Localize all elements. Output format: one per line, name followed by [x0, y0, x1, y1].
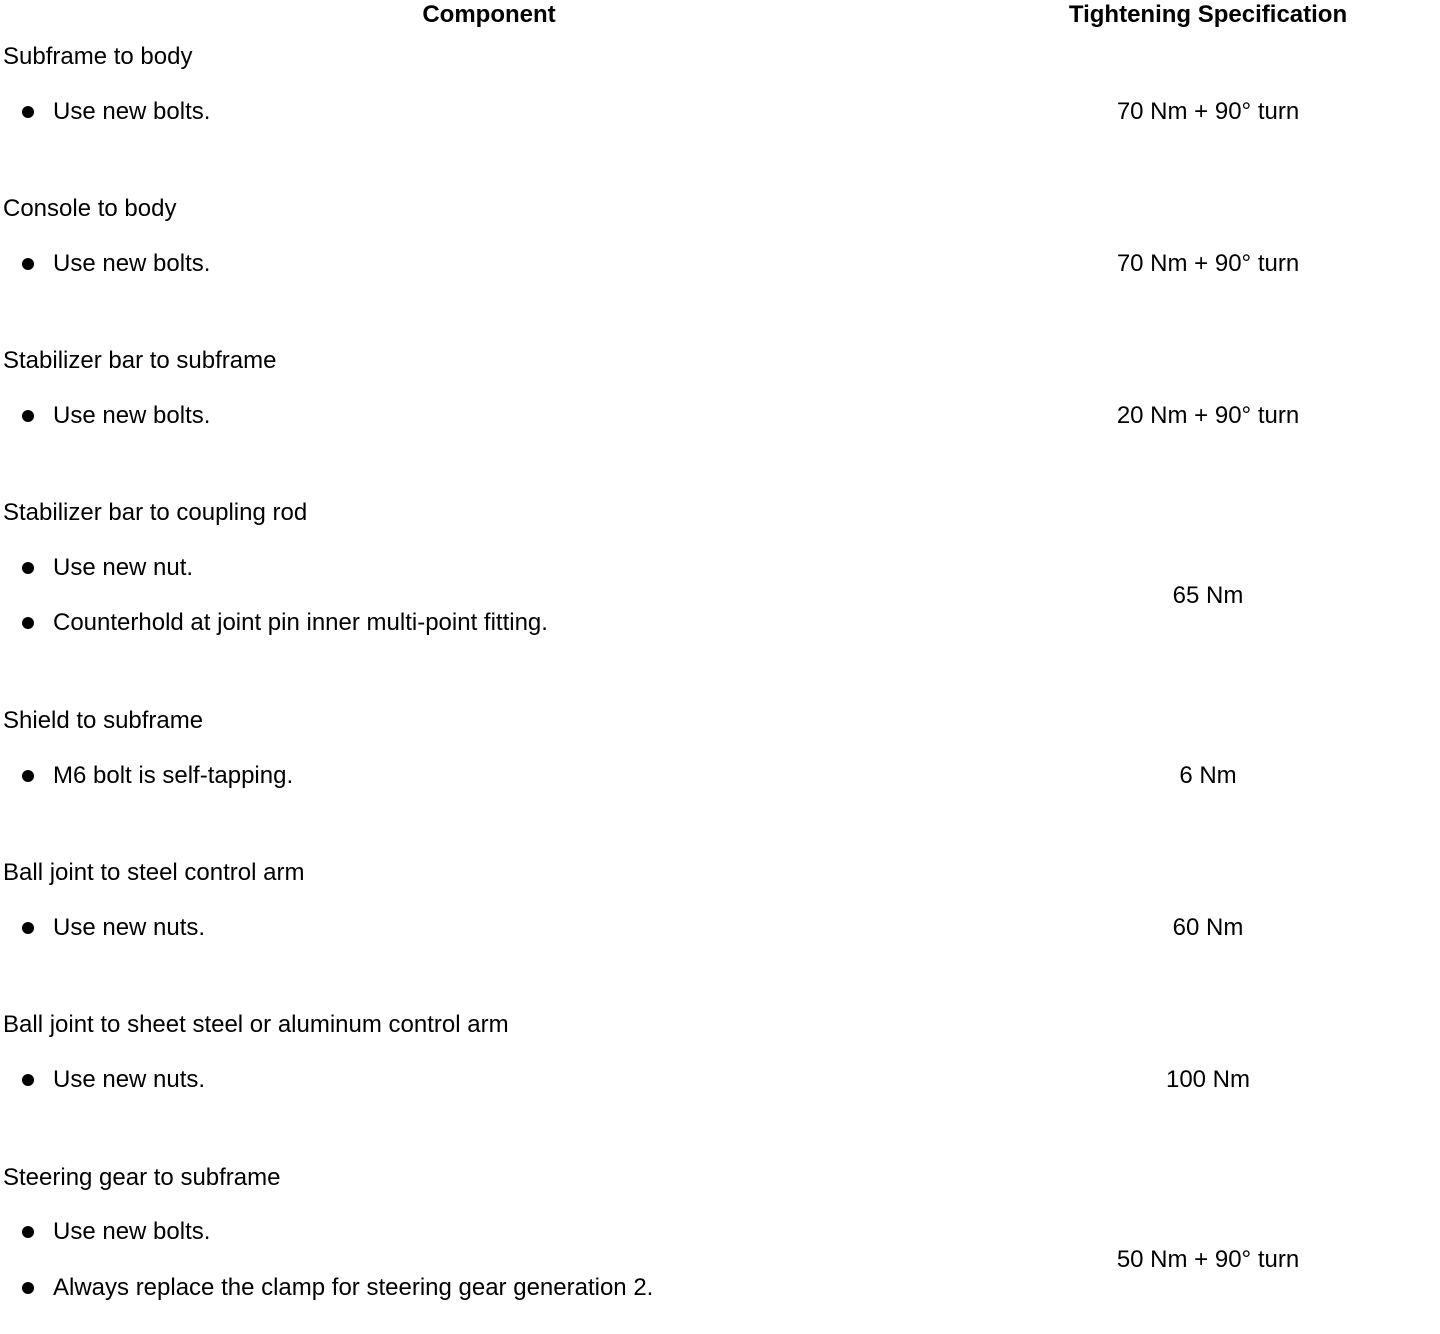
- component-name: Console to body: [3, 195, 177, 222]
- bullet-icon: [22, 770, 34, 782]
- tightening-spec: 50 Nm + 90° turn: [1116, 1246, 1300, 1273]
- tightening-spec: 100 Nm: [1165, 1066, 1251, 1093]
- tightening-spec: 70 Nm + 90° turn: [1116, 98, 1300, 125]
- bullet-icon: [22, 106, 34, 118]
- tightening-spec: 20 Nm + 90° turn: [1116, 402, 1300, 429]
- tightening-spec: 6 Nm: [1179, 762, 1237, 789]
- note-text: Use new bolts.: [53, 402, 211, 429]
- note-text: M6 bolt is self-tapping.: [53, 762, 294, 789]
- component-name: Ball joint to sheet steel or aluminum control arm: [3, 1011, 509, 1038]
- note-text: Use new nuts.: [53, 914, 206, 941]
- note-text: Use new nuts.: [53, 1066, 206, 1093]
- bullet-icon: [22, 922, 34, 934]
- note-text: Use new bolts.: [53, 250, 211, 277]
- note-text: Use new bolts.: [53, 98, 211, 125]
- column-header-tightening-specification: Tightening Specification: [1068, 1, 1348, 28]
- note-text: Counterhold at joint pin inner multi-point fitting.: [53, 609, 548, 636]
- note-text: Always replace the clamp for steering gear generation 2.: [53, 1274, 654, 1301]
- bullet-icon: [22, 1074, 34, 1086]
- column-header-component: Component: [422, 1, 556, 28]
- note-text: Use new nut.: [53, 554, 194, 581]
- bullet-icon: [22, 617, 34, 629]
- component-name: Ball joint to steel control arm: [3, 859, 305, 886]
- component-name: Steering gear to subframe: [3, 1164, 281, 1191]
- bullet-icon: [22, 1282, 34, 1294]
- component-name: Stabilizer bar to subframe: [3, 347, 277, 374]
- bullet-icon: [22, 562, 34, 574]
- tightening-spec: 70 Nm + 90° turn: [1116, 250, 1300, 277]
- bullet-icon: [22, 1226, 34, 1238]
- tightening-spec: 60 Nm: [1172, 914, 1244, 941]
- bullet-icon: [22, 258, 34, 270]
- tightening-spec: 65 Nm: [1172, 582, 1244, 609]
- component-name: Shield to subframe: [3, 707, 204, 734]
- component-name: Subframe to body: [3, 43, 193, 70]
- bullet-icon: [22, 410, 34, 422]
- note-text: Use new bolts.: [53, 1218, 211, 1245]
- component-name: Stabilizer bar to coupling rod: [3, 499, 308, 526]
